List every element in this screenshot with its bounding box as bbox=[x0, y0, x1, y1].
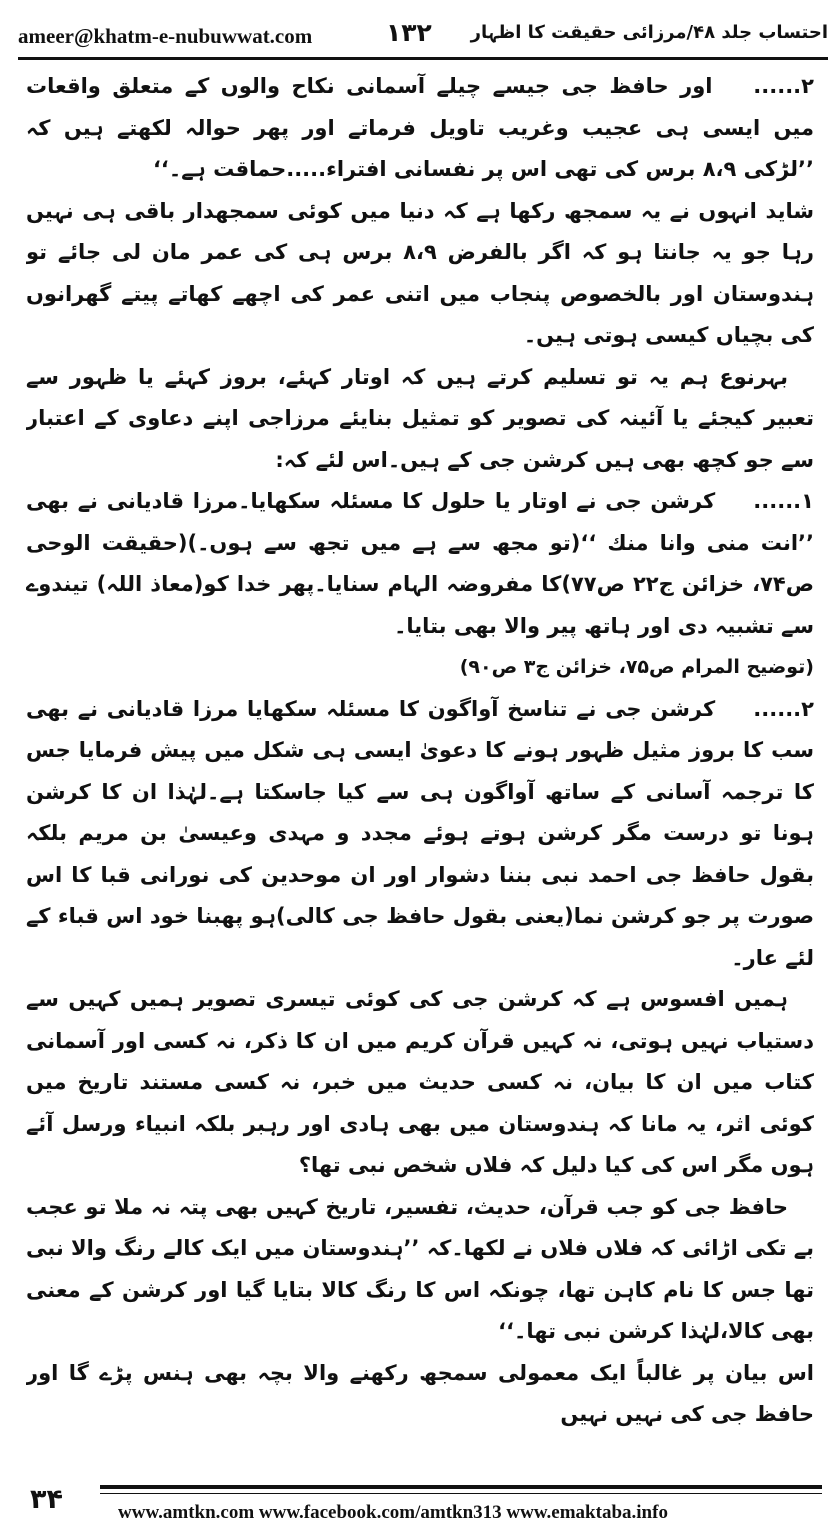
footer-divider-thick bbox=[100, 1485, 822, 1489]
paragraph-text: اور حافظ جی جیسے چیلے آسمانی نکاح والوں کے متعلق واقعات میں ایسی ہی عجیب وغریب تاویل فرماتے اور پھر حوالہ لکھتے ہیں کہ ’’لڑکی ۸،۹ برس کی تھی اس پر نفسانی افتراء.....حماقت ہے۔‘‘ bbox=[26, 74, 814, 181]
paragraph-text: ہمیں افسوس ہے کہ کرشن جی کی کوئی تیسری تصویر ہمیں کہیں سے دستیاب نہیں ہوتی، نہ کہیں قرآن کریم میں ان کا ذکر، نہ کسی اور آسمانی کتاب میں ان کا بیان، نہ کسی حدیث میں خبر، نہ کسی مستند تاریخ میں کوئی اثر، یہ مانا کہ ہندوستان میں بھی ہادی اور رہبر بلکہ انبیاء ورسل آئے ہوں مگر اس کی کیا دلیل کہ فلاں شخص نبی تھا؟ bbox=[26, 987, 814, 1177]
paragraph-4 bbox=[26, 481, 814, 647]
paragraph-text: اس بیان پر غالباً ایک معمولی سمجھ رکھنے والا بچہ بھی ہنس پڑے گا اور حافظ جی کی نہیں نہیں bbox=[26, 1360, 814, 1426]
header-page-number: ۱۳۲ bbox=[386, 18, 432, 47]
footer-urls: www.amtkn.com www.facebook.com/amtkn313 www.emaktaba.info bbox=[118, 1502, 668, 1523]
header-email: ameer@khatm-e-nubuwwat.com bbox=[18, 24, 313, 48]
paragraph-2 bbox=[26, 191, 814, 357]
paragraph-number: ۲...... bbox=[753, 696, 814, 721]
page-footer bbox=[0, 1482, 840, 1532]
paragraph-text: کرشن جی نے تناسخ آواگون کا مسئلہ سکھایا مرزا قادیانی نے بھی سب کا بروز مثیل ظہور ہونے کا دعویٰ ایسی ہی شکل میں پیش فرمایا جس کا ترجمہ آسانی کے ساتھ آواگون ہی سے کیا جاسکتا ہے۔لہٰذا ان کا کرشن ہونا تو درست مگر کرشن ہوتے ہوئے مجدد و مہدی وعیسیٰ بن مریم بلکہ بقول حافظ جی احمد نبی بننا دشوار اور ان موحدین کی نورانی قبا کا اس صورت پر جو کرشن نما(یعنی بقول حافظ جی کالی)ہو پھبنا خود اس قباء کے لئے عار۔ bbox=[26, 696, 814, 970]
paragraph-5 bbox=[26, 689, 814, 980]
paragraph-number: ۱...... bbox=[753, 489, 814, 513]
paragraph-6 bbox=[26, 979, 814, 1187]
paragraph-3 bbox=[26, 357, 814, 482]
footer-page-number: ۳۴ bbox=[30, 1484, 63, 1515]
reference-citation bbox=[26, 647, 814, 689]
page-header bbox=[18, 16, 828, 56]
footer-divider-thin bbox=[100, 1493, 822, 1494]
body-text bbox=[26, 66, 814, 1451]
header-title: احتساب جلد ۴۸/مرزائی حقیقت کا اظہار bbox=[470, 22, 828, 43]
header-divider bbox=[18, 57, 828, 60]
paragraph-text: حافظ جی کو جب قرآن، حدیث، تفسیر، تاریخ کہیں بھی پتہ نہ ملا تو عجب بے تکی اڑائی کہ فلاں فلاں نے لکھا۔کہ ’’ہندوستان میں ایک کالے رنگ والا نبی تھا جس کا نام کاہن تھا، چونکہ اس کا رنگ کالا بتایا گیا اور کرشن کے معنی بھی کالا،لہٰذا کرشن نبی تھا۔‘‘ bbox=[26, 1194, 814, 1343]
paragraph-1 bbox=[26, 66, 814, 191]
paragraph-8 bbox=[26, 1353, 814, 1436]
paragraph-text: کرشن جی نے اوتار یا حلول کا مسئلہ سکھایا۔مرزا قادیانی نے بھی ’’انت منی وانا منك ‘‘(تو مجھ سے ہے میں تجھ سے ہوں۔)(حقیقت الوحی ص۷۴، خزائن ج۲۲ ص۷۷)کا مفروضہ الہام سنایا۔پھر خدا کو(معاذ اللہ) تیندوے سے تشبیہ دی اور ہاتھ پیر والا بھی بتایا۔ bbox=[26, 489, 814, 638]
paragraph-text: شاید انہوں نے یہ سمجھ رکھا ہے کہ دنیا میں کوئی سمجھدار باقی ہی نہیں رہا جو یہ جانتا ہو کہ اگر بالفرض ۸،۹ برس ہی کی عمر مان لی جائے تو ہندوستان اور بالخصوص پنجاب میں اتنی عمر کی اچھے کھاتے پیتے گھرانوں کی بچیاں کیسی ہوتی ہیں۔ bbox=[26, 198, 814, 347]
paragraph-text: بہرنوع ہم یہ تو تسلیم کرتے ہیں کہ اوتار کہئے، بروز کہئے یا ظہور سے تعبیر کیجئے یا آئینہ کی تصویر کو تمثیل بنایئے مرزاجی اپنے دعاوی کے اعتبار سے جو کچھ بھی ہیں کرشن جی کے ہیں۔اس لئے کہ: bbox=[26, 364, 814, 472]
citation-text: (توضیح المرام ص۷۵، خزائن ج۳ ص۹۰) bbox=[459, 656, 814, 678]
paragraph-number: ۲...... bbox=[753, 74, 814, 98]
paragraph-7 bbox=[26, 1187, 814, 1353]
